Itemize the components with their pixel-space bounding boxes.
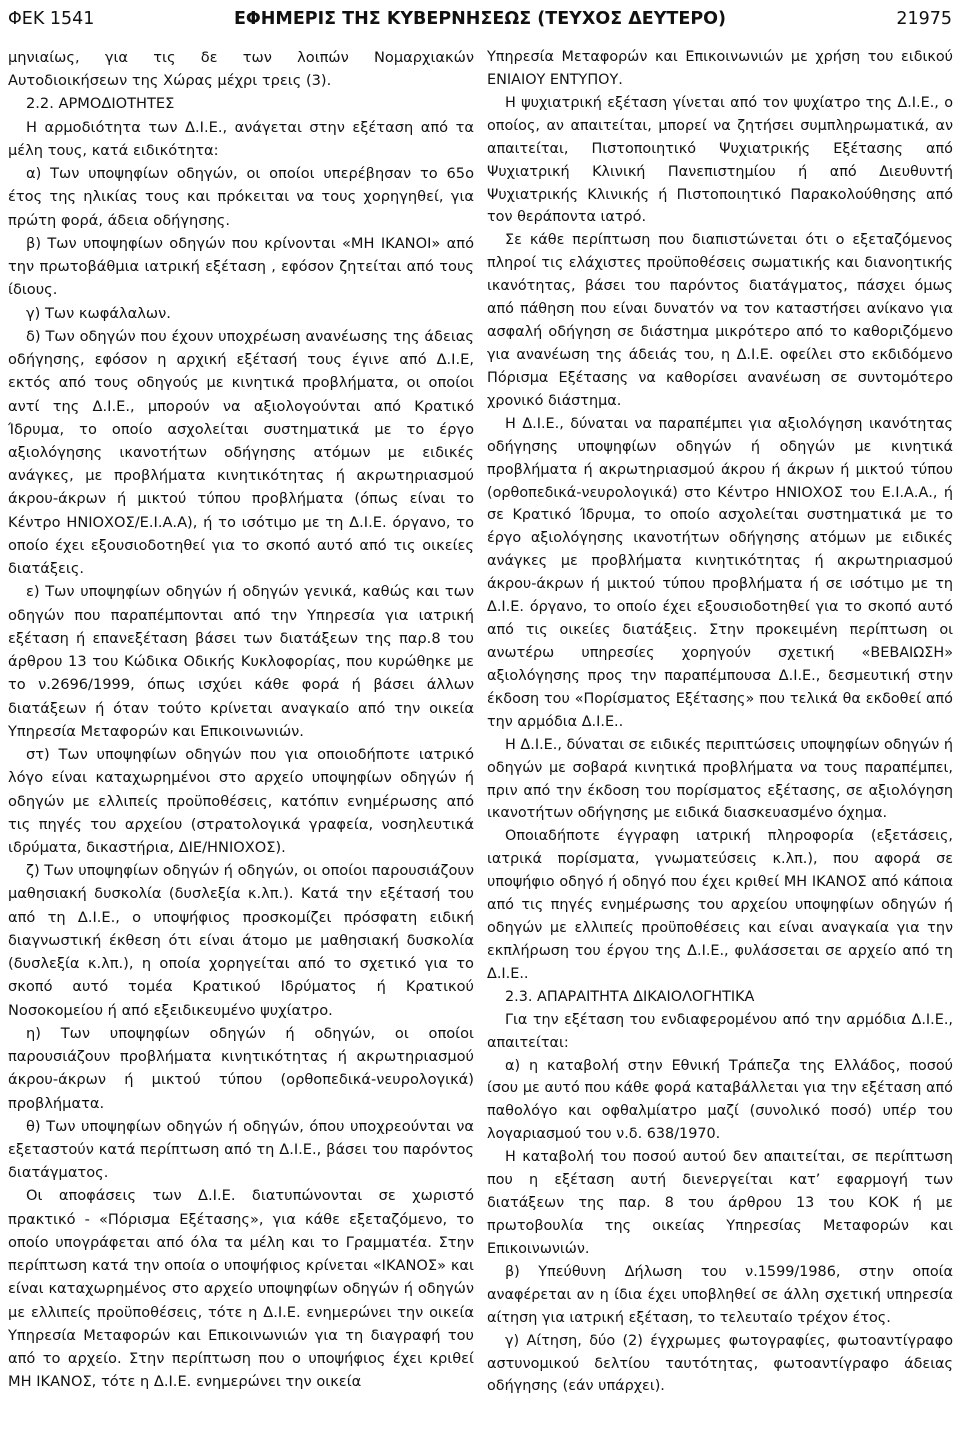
list-item: γ) Αίτηση, δύο (2) έγχρωμες φωτογραφίες, φωτοαντίγραφο αστυνομικού δελτίου ταυτότητας, φωτοαντίγραφο άδειας οδήγησης (εάν υπάρχει).: [487, 1332, 953, 1395]
list-item: α) η καταβολή στην Εθνική Τράπεζα της Ελλάδος, ποσού ίσου με αυτό που κάθε φορά καταβάλλεται για την εξέταση από παθολόγο και οφθαλμίατρο μαζί (συνολικό ποσό) υπέρ του λογαριασμού του ν.δ. 638/1970.: [487, 1057, 953, 1143]
right-column: [487, 46, 953, 1398]
paragraph: Η καταβολή του ποσού αυτού δεν απαιτείται, σε περίπτωση που η εξέταση αυτή διενεργείται κατ’ εφαρμογή των διατάξεων της παρ. 8 του άρθρου 13 του ΚΟΚ ή με πρωτοβουλία της οικείας Υπηρεσίας Μεταφορών και Επικοινωνιών.: [487, 1149, 953, 1257]
paragraph: μηνιαίως, για τις δε των λοιπών Νομαρχιακών Αυτοδιοικήσεων της Χώρας μέχρι τρεις (3).: [8, 49, 474, 90]
paragraph: Η Δ.Ι.Ε., δύναται να παραπέμπει για αξιολόγηση ικανότητας οδήγησης υποψηφίων οδηγών ή οδηγών με κινητικά προβλήματα ή ακρωτηριασμού άκρου ή άκρων ή μικτού τύπου (ορθοπεδικά-νευρολογικά) στο Κέντρο ΗΝΙΟΧΟΣ του Ε.Ι.Α.Α., ή σε Κρατικό Ίδρυμα, το οποίο ασχολείται συστηματικά με το έργο αξιολόγησης ικανοτήτων οδήγησης ατόμων με ειδικές ανάγκες με προβλήματα κινητικότητας ή ακρωτηριασμού άκρου-άκρων ή μικτού τύπου προβλήματα ή σε ισότιμο με τη Δ.Ι.Ε. όργανο, το οποίο έχει εξουσιοδοτηθεί για το σκοπό αυτό από τις οικείες διατάξεις. Στην προκειμένη περίπτωση οι ανωτέρω υπηρεσίες χορηγούν σχετική «ΒΕΒΑΙΩΣΗ» αξιολόγησης προς την παραπέμπουσα Δ.Ι.Ε., δεσμευτική στην έκδοση του «Πορίσματος Εξέτασης» που τελικά θα εκδοθεί από την αρμόδια Δ.Ι.Ε..: [487, 415, 953, 730]
paragraph: Για την εξέταση του ενδιαφερομένου από την αρμόδια Δ.Ι.Ε., απαιτείται:: [487, 1011, 953, 1051]
section-heading: 2.2. ΑΡΜΟΔΙΟΤΗΤΕΣ: [26, 95, 175, 113]
paragraph: Υπηρεσία Μεταφορών και Επικοινωνιών με χρήση του ειδικού ΕΝΙΑΙΟΥ ΕΝΤΥΠΟΥ.: [487, 49, 953, 88]
paragraph: Η Δ.Ι.Ε., δύναται σε ειδικές περιπτώσεις υποψηφίων οδηγών ή οδηγών με σοβαρά κινητικά προβλήματα να τους παραπέμπει, πριν από την έκδοση του πορίσματος εξέτασης, σε αξιολόγηση ικανοτήτων οδήγησης με ειδικά διασκευασμένο όχημα.: [487, 736, 953, 822]
paragraph: Σε κάθε περίπτωση που διαπιστώνεται ότι ο εξεταζόμενος πληροί τις ελάχιστες προϋποθέσεις σωματικής και διανοητικής ικανότητας, βάσει του παρόντος διατάγματος, πάσχει όμως από πάθηση που είναι δυνατόν να τον καταστήσει ανίκανο για ασφαλή οδήγηση σε διάστημα μικρότερο από το καθοριζόμενο για ανανέωση της άδειάς του, η Δ.Ι.Ε. οφείλει στο εκδιδόμενο Πόρισμα Εξέτασης να καθορίσει ανανέωση σε συντομότερο χρονικό διάστημα.: [487, 232, 953, 409]
page-header: [8, 4, 952, 34]
paragraph: Οι αποφάσεις των Δ.Ι.Ε. διατυπώνονται σε χωριστό πρακτικό - «Πόρισμα Εξέτασης», για κάθε εξεταζόμενο, το οποίο υπογράφεται από όλα τα μέλη και το Γραμματέα. Στην περίπτωση κατά την οποία ο υποψήφιος κρίνεται «ΙΚΑΝΟΣ» και είναι καταχωρημένος στο αρχείο υποψηφίων οδηγών ή οδηγών με ελλιπείς προϋποθέσεις, τότε η Δ.Ι.Ε. ενημερώνει την οικεία Υπηρεσία Μεταφορών και Επικοινωνιών για τη διαγραφή του από το αρχείο. Στην περίπτωση που ο υποψήφιος έχει κριθεί ΜΗ ΙΚΑΝΟΣ, τότε η Δ.Ι.Ε. ενημερώνει την οικεία: [8, 1187, 474, 1391]
list-item: ζ) Των υποψηφίων οδηγών ή οδηγών, οι οποίοι παρουσιάζουν μαθησιακή δυσκολία (δυσλεξία κ.λπ.). Κατά την εξέτασή του από τη Δ.Ι.Ε., ο υποψήφιος προσκομίζει πρόσφατη ειδική διαγνωστική έκθεση ότι είναι άτομο με μαθησιακή δυσκολία (δυσλεξία κ.λπ.), η οποία χορηγείται από το σχετικό για το σκοπό αυτό τομέα Κρατικού Ιδρύματος ή Κρατικού Νοσοκομείου ή από εξειδικευμένο ψυχίατρο.: [8, 862, 474, 1019]
list-item: στ) Των υποψηφίων οδηγών που για οποιοδήποτε ιατρικό λόγο είναι καταχωρημένοι στο αρχείο υποψηφίων οδηγών ή οδηγών με ελλιπείς προϋποθέσεις, κατόπιν ενημέρωσης από τις πηγές του αρχείου (στρατολογικά γραφεία, νοσηλευτικά ιδρύματα, δικαστήρια, ΔΙΕ/ΗΝΙΟΧΟΣ).: [8, 746, 474, 856]
page-number: 21975: [896, 9, 952, 29]
list-item: β) Υπεύθυνη Δήλωση του ν.1599/1986, στην οποία αναφέρεται αν η ίδια έχει υποβληθεί σε άλλη σχετική υπηρεσία αίτηση για ιατρική εξέταση, το τελευταίο τρέχον έτος.: [487, 1263, 953, 1326]
left-column: [8, 46, 474, 1394]
paragraph: Η αρμοδιότητα των Δ.Ι.Ε., ανάγεται στην εξέταση από τα μέλη τους, κατά ειδικότητα:: [8, 118, 474, 159]
gazette-title: ΕΦΗΜΕΡΙΣ ΤΗΣ ΚΥΒΕΡΝΗΣΕΩΣ (ΤΕΥΧΟΣ ΔΕΥΤΕΡΟ): [233, 9, 727, 29]
list-item: θ) Των υποψηφίων οδηγών ή οδηγών, όπου υποχρεούνται να εξεταστούν κατά περίπτωση από τη Δ.Ι.Ε., βάσει του παρόντος διατάγματος.: [8, 1117, 474, 1182]
section-heading: 2.3. ΑΠΑΡΑΙΤΗΤΑ ΔΙΚΑΙΟΛΟΓΗΤΙΚΑ: [505, 988, 755, 1005]
paragraph: Οποιαδήποτε έγγραφη ιατρική πληροφορία (εξετάσεις, ιατρικά πορίσματα, γνωματεύσεις κ.λπ.), που αφορά σε υποψήφιο οδηγό ή οδηγό που έχει κριθεί ΜΗ ΙΚΑΝΟΣ από κάποια από τις πηγές ενημέρωσης του αρχείου υποψηφίων οδηγών ή οδηγών με ελλιπείς προϋποθέσεις και είναι αναγκαία για την εκπλήρωση του έργου της Δ.Ι.Ε., φυλάσσεται σε αρχείο από τη Δ.Ι.Ε..: [487, 828, 953, 982]
list-item: ε) Των υποψηφίων οδηγών ή οδηγών γενικά, καθώς και των οδηγών που παραπέμπονται από την Υπηρεσία για ιατρική εξέταση ή επανεξέταση βάσει των διατάξεων της παρ.8 του άρθρου 13 του Κώδικα Οδικής Κυκλοφορίας, που κυρώθηκε με το ν.2696/1999, όπως ισχύει κάθε φορά ή βάσει άλλων διατάξεων ή όταν τούτο κρίνεται αναγκαίο από την οικεία Υπηρεσία Μεταφορών και Επικοινωνιών.: [8, 583, 474, 740]
list-item: α) Των υποψηφίων οδηγών, οι οποίοι υπερέβησαν το 65ο έτος της ηλικίας τους και πρόκειται να τους χορηγηθεί, για πρώτη φορά, άδεια οδήγησης.: [8, 165, 474, 229]
list-item: δ) Των οδηγών που έχουν υποχρέωση ανανέωσης της άδειας οδήγησης, εφόσον η αρχική εξέτασή τους έγινε από Δ.Ι.Ε, εκτός από τους οδηγούς με κινητικά προβλήματα, οι οποίοι αντί της Δ.Ι.Ε., μπορούν να αξιολογούνται από Κρατικό Ίδρυμα, το οποίο ασχολείται συστηματικά με το έργο αξιολόγησης ικανοτήτων οδήγησης ατόμων με ειδικές ανάγκες, με προβλήματα κινητικότητας ή ακρωτηριασμού άκρου-άκρων ή μικτού τύπου προβλήματα (όπως είναι το Κέντρο ΗΝΙΟΧΟΣ/Ε.Ι.Α.Α), ή το ισότιμο με τη Δ.Ι.Ε. όργανο, το οποίο έχει εξουσιοδοτηθεί για το σκοπό αυτό από τις οικείες διατάξεις.: [8, 327, 474, 578]
issue-number: ΦΕΚ 1541: [8, 9, 95, 29]
paragraph: Η ψυχιατρική εξέταση γίνεται από τον ψυχίατρο της Δ.Ι.Ε., ο οποίος, αν απαιτείται, μπορεί να ζητήσει συμπληρωματικά, αν απαιτείται, Πιστοποιητικό Ψυχιατρικής Εξέτασης από Ψυχιατρική Κλινική Πανεπιστημίου ή από Διευθυντή Ψυχιατρικής Κλινικής ή Πιστοποιητικό Παρακολούθησης από τον θεράποντα ιατρό.: [487, 94, 953, 226]
list-item: γ) Των κωφάλαλων.: [26, 304, 171, 322]
list-item: η) Των υποψηφίων οδηγών ή οδηγών, οι οποίοι παρουσιάζουν προβλήματα κινητικότητας ή ακρωτηριασμού άκρου-άκρων ή μικτού τύπου (ορθοπεδικά-νευρολογικά) προβλήματα.: [8, 1024, 474, 1112]
list-item: β) Των υποψηφίων οδηγών που κρίνονται «ΜΗ ΙΚΑΝΟΙ» από την πρωτοβάθμια ιατρική εξέταση , εφόσον ζητείται από τους ίδιους.: [8, 234, 474, 299]
